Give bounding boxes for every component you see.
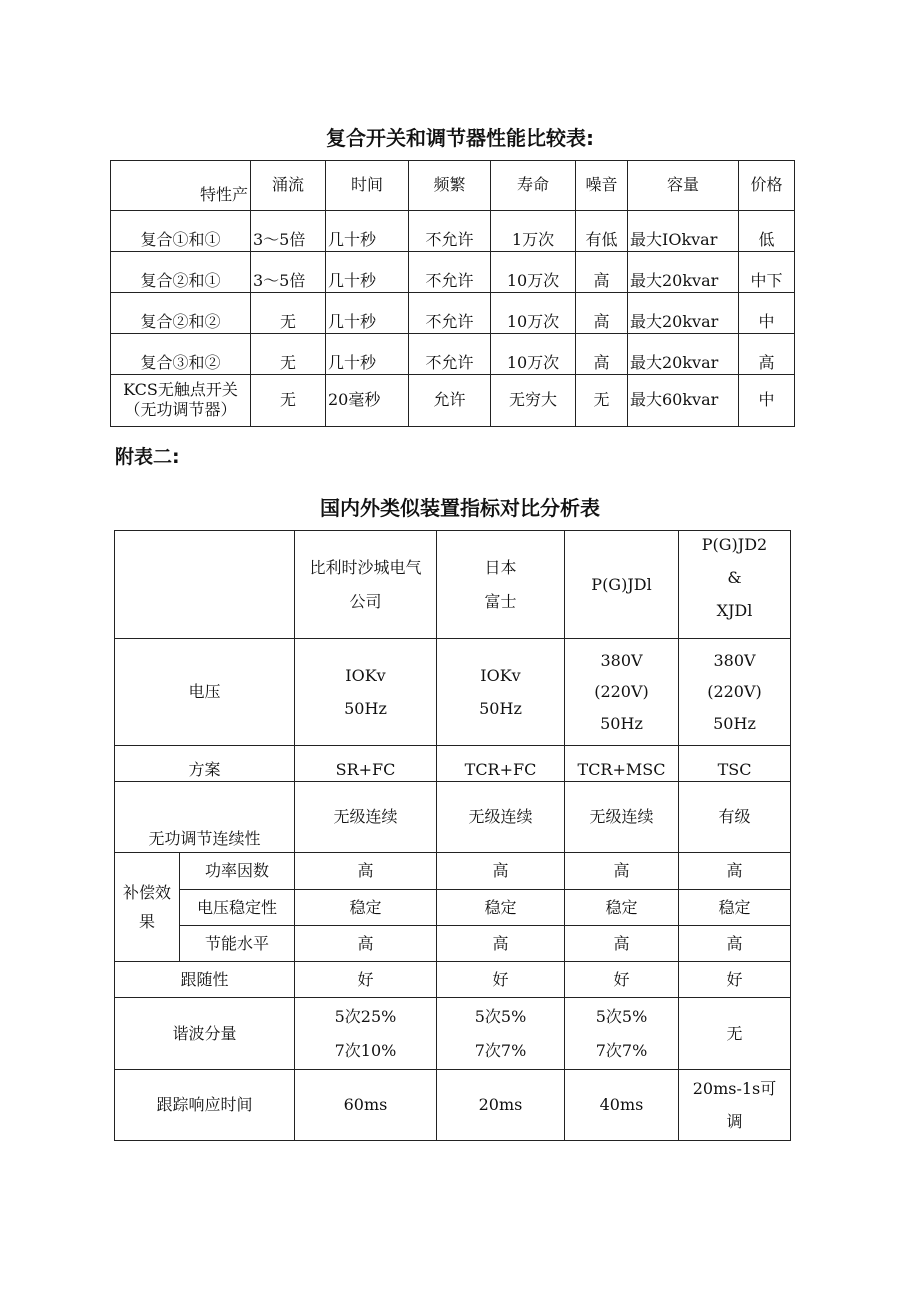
table-cell: 高 [576, 293, 628, 334]
table-cell: 无级连续 [295, 782, 437, 853]
header-cell: 涌流 [251, 161, 326, 211]
table-cell [565, 639, 679, 746]
cell-line: IOKv [345, 665, 386, 685]
device-comparison-table [114, 530, 791, 1141]
table-cell: 最大20kvar [628, 293, 739, 334]
table-cell: 几十秒 [326, 334, 409, 375]
switch-comparison-table [110, 160, 795, 427]
row-label [111, 375, 251, 427]
header-line: 公司 [349, 591, 382, 611]
corner-header: 特性产 [111, 161, 251, 211]
table-cell: 无 [251, 375, 326, 427]
table-cell: 20ms [437, 1070, 565, 1141]
row-label: 节能水平 [180, 926, 295, 962]
header-line: 日本 [484, 558, 517, 578]
table-cell: 好 [295, 962, 437, 998]
table-cell: 高 [739, 334, 795, 375]
table-cell [565, 998, 679, 1070]
table-row [111, 252, 795, 293]
table2-title: 国内外类似装置指标对比分析表 [320, 496, 600, 520]
group-label-line: 补偿效 [122, 882, 171, 902]
table-row [111, 211, 795, 252]
table-row [111, 293, 795, 334]
table-cell: 高 [679, 926, 791, 962]
row-label: 复合②和② [111, 293, 251, 334]
cell-line: 380V [600, 651, 643, 671]
cell-line: 7次7% [595, 1040, 648, 1060]
table-cell: 中 [739, 293, 795, 334]
row-label: 无功调节连续性 [115, 782, 295, 853]
table-cell [679, 639, 791, 746]
cell-line: 5次5% [595, 1007, 648, 1027]
table-cell: 好 [679, 962, 791, 998]
header-cell: 容量 [628, 161, 739, 211]
header-line: P(G)JD2 [701, 535, 768, 554]
cell-line: 5次25% [334, 1007, 397, 1027]
cell-line: 7次7% [474, 1040, 527, 1060]
table-cell: TSC [679, 746, 791, 782]
table-cell: 3～5倍 [251, 211, 326, 252]
appendix-label: 附表二: [115, 446, 180, 468]
row-label: 电压 [115, 639, 295, 746]
table-cell [437, 998, 565, 1070]
table-cell: 高 [576, 334, 628, 375]
table-cell [679, 1070, 791, 1141]
compensation-group-label [115, 853, 180, 962]
table-row [115, 1070, 791, 1141]
table-cell: 低 [739, 211, 795, 252]
corner-header [115, 531, 295, 639]
table-cell: 高 [437, 926, 565, 962]
cell-line: 380V [713, 651, 756, 671]
cell-line: 7次10% [334, 1040, 397, 1060]
row-label: 跟踪响应时间 [115, 1070, 295, 1141]
table-cell: 稳定 [565, 890, 679, 926]
row-label: 谐波分量 [115, 998, 295, 1070]
table-cell: 1万次 [491, 211, 576, 252]
table-cell: 10万次 [491, 252, 576, 293]
cell-line: (220V) [707, 682, 762, 702]
table-cell: 几十秒 [326, 211, 409, 252]
table-row [115, 782, 791, 853]
row-label: 跟随性 [115, 962, 295, 998]
row-label: 功率因数 [180, 853, 295, 890]
table-cell: 高 [565, 853, 679, 890]
cell-line: 50Hz [600, 713, 643, 733]
table-cell: 高 [576, 252, 628, 293]
cell-line: 50Hz [479, 699, 522, 718]
cell-line: 5次5% [474, 1007, 527, 1027]
table-cell: 最大60kvar [628, 375, 739, 427]
row-label-line: （无功调节器） [124, 399, 237, 419]
row-label: 电压稳定性 [180, 890, 295, 926]
table-cell: 3～5倍 [251, 252, 326, 293]
table-cell: 中 [739, 375, 795, 427]
table-cell: 10万次 [491, 293, 576, 334]
row-label: 复合①和① [111, 211, 251, 252]
header-line: 富士 [484, 591, 517, 611]
table-header-row [111, 161, 795, 211]
header-line: 比利时沙城电气 [309, 558, 422, 578]
table-cell: 高 [295, 926, 437, 962]
table-row [115, 998, 791, 1070]
table-cell: 无级连续 [565, 782, 679, 853]
table-cell: 无 [679, 998, 791, 1070]
table-row [115, 853, 791, 890]
table-header-row [115, 531, 791, 639]
table-row [111, 375, 795, 427]
cell-line: 50Hz [713, 713, 756, 733]
header-cell: 频繁 [409, 161, 491, 211]
table-cell: 稳定 [295, 890, 437, 926]
header-cell: 寿命 [491, 161, 576, 211]
table-cell: TCR+MSC [565, 746, 679, 782]
table-cell: 最大IOkvar [628, 211, 739, 252]
table-cell: 允许 [409, 375, 491, 427]
table-cell: 最大20kvar [628, 252, 739, 293]
header-cell [295, 531, 437, 639]
table-cell: 无穷大 [491, 375, 576, 427]
table-cell [295, 639, 437, 746]
table-cell: SR+FC [295, 746, 437, 782]
cell-line: 20ms-1s可 [692, 1078, 777, 1098]
table-cell: 有级 [679, 782, 791, 853]
table-cell: 好 [437, 962, 565, 998]
table-cell: 几十秒 [326, 293, 409, 334]
table-cell: 无 [251, 334, 326, 375]
table-cell: 好 [565, 962, 679, 998]
table1-title: 复合开关和调节器性能比较表: [326, 126, 594, 150]
table-cell [295, 998, 437, 1070]
header-cell [437, 531, 565, 639]
header-cell [679, 531, 791, 639]
cell-line: IOKv [480, 665, 521, 685]
header-line: XJDl [716, 601, 753, 621]
table-cell: 稳定 [437, 890, 565, 926]
table-row [115, 890, 791, 926]
header-line: & [727, 568, 742, 588]
table-row [115, 962, 791, 998]
table-cell: 无级连续 [437, 782, 565, 853]
row-label: 复合③和② [111, 334, 251, 375]
table-cell: 不允许 [409, 293, 491, 334]
table-cell: 稳定 [679, 890, 791, 926]
table-cell [437, 639, 565, 746]
table-cell: 中下 [739, 252, 795, 293]
table-cell: 无 [576, 375, 628, 427]
row-label: 方案 [115, 746, 295, 782]
row-label: 复合②和① [111, 252, 251, 293]
group-label-line: 果 [138, 912, 155, 931]
table-row [111, 334, 795, 375]
header-cell: 价格 [739, 161, 795, 211]
table-cell: 20毫秒 [326, 375, 409, 427]
table-cell: 最大20kvar [628, 334, 739, 375]
table-cell: 有低 [576, 211, 628, 252]
header-cell: P(G)JDl [565, 531, 679, 639]
table-cell: 不允许 [409, 334, 491, 375]
table-cell: TCR+FC [437, 746, 565, 782]
cell-line: 50Hz [344, 699, 387, 718]
table-cell: 几十秒 [326, 252, 409, 293]
table-cell: 10万次 [491, 334, 576, 375]
row-label-line: KCS无触点开关 [123, 379, 238, 399]
cell-line: (220V) [594, 682, 649, 702]
table-cell: 无 [251, 293, 326, 334]
table-cell: 不允许 [409, 211, 491, 252]
table-cell: 高 [295, 853, 437, 890]
table-cell: 高 [679, 853, 791, 890]
table-row [115, 746, 791, 782]
table-row [115, 926, 791, 962]
cell-line: 调 [726, 1112, 743, 1131]
table-cell: 不允许 [409, 252, 491, 293]
table-cell: 40ms [565, 1070, 679, 1141]
table-cell: 60ms [295, 1070, 437, 1141]
table-cell: 高 [437, 853, 565, 890]
header-cell: 时间 [326, 161, 409, 211]
header-cell: 噪音 [576, 161, 628, 211]
table-cell: 高 [565, 926, 679, 962]
table-row [115, 639, 791, 746]
